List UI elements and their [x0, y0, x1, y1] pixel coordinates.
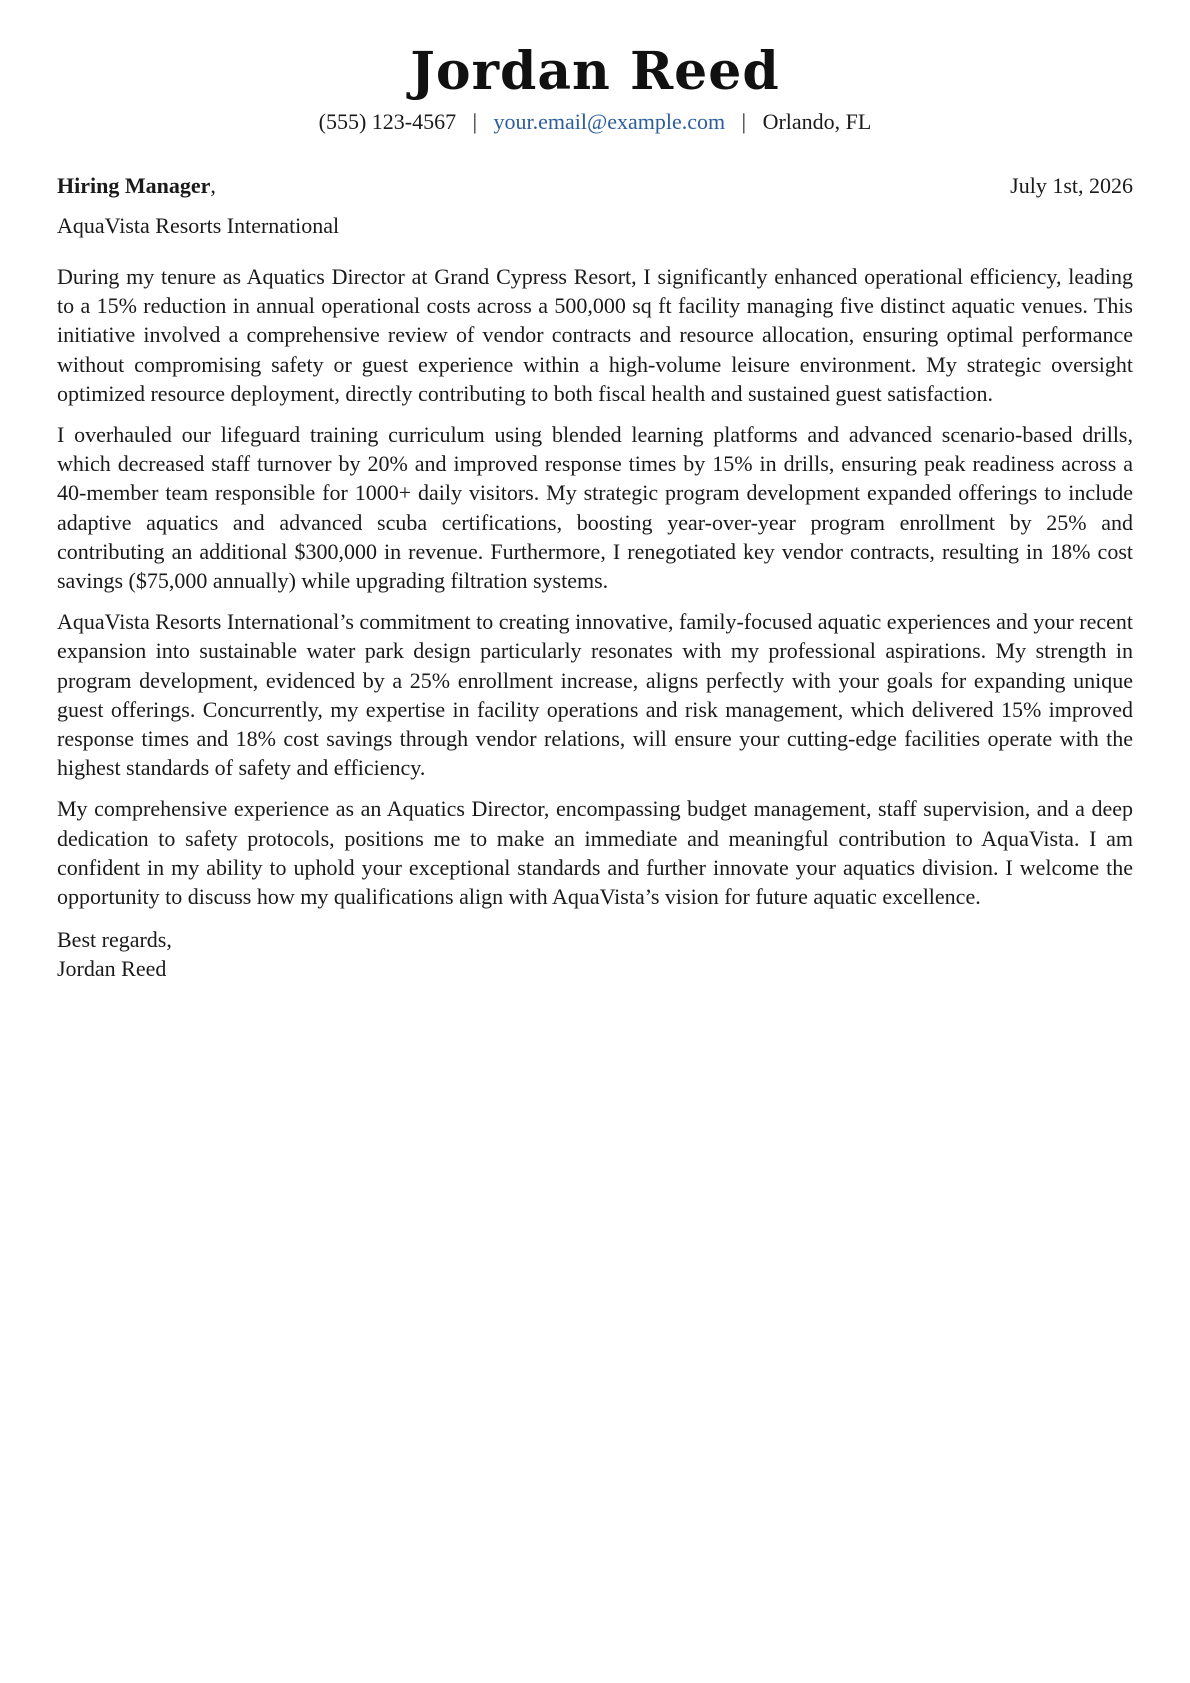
location: Orlando, FL — [762, 109, 872, 134]
cover-letter-page — [57, 40, 1133, 983]
email-link[interactable]: your.email@example.com — [493, 109, 726, 134]
recipient-name: Hiring Manager — [57, 173, 211, 198]
applicant-name: Jordan Reed — [410, 41, 780, 102]
letter-date: July 1st, 2026 — [1010, 173, 1133, 198]
valediction: Best regards, — [57, 927, 172, 953]
recipient-row — [57, 172, 1133, 200]
letter-body — [57, 262, 1133, 911]
body-paragraph: I overhauled our lifeguard training curriculum using blended learning platforms and advanced scenario-based drills, which decreased staff turnover by 20% and improved response times by 15% in drills, ensuring peak readiness across a 40-member team responsible for 1000+ daily visitors. My strategic program development expanded offerings to include adaptive aquatics and advanced scuba certifications, boosting year-over-year program enrollment by 25% and contributing an additional $300,000 in revenue. Furthermore, I renegotiated key vendor contracts, resulting in 18% cost savings ($75,000 annually) while upgrading filtration systems. — [57, 422, 1133, 594]
phone-number: (555) 123-4567 — [318, 109, 457, 134]
signature: Jordan Reed — [57, 956, 167, 982]
contact-line — [57, 108, 1133, 136]
contact-separator: | — [472, 109, 478, 134]
recipient-salutation — [57, 172, 216, 200]
body-paragraph: My comprehensive experience as an Aquatics Director, encompassing budget management, staff supervision, and a deep dedication to safety protocols, positions me to make an immediate and meaningful contribution to AquaVista. I am confident in my ability to uphold your exceptional standards and further innovate your aquatics division. I welcome the opportunity to discuss how my qualifications align with AquaVista’s vision for future aquatic excellence. — [57, 796, 1133, 910]
recipient-company: AquaVista Resorts International — [57, 213, 340, 238]
recipient-name-suffix: , — [210, 173, 216, 198]
body-paragraph: During my tenure as Aquatics Director at Grand Cypress Resort, I significantly enhanced operational efficiency, leading to a 15% reduction in annual operational costs across a 500,000 sq ft facility managing five distinct aquatic venues. This initiative involved a comprehensive review of vendor contracts and resource allocation, ensuring optimal performance without compromising safety or guest experience within a high-volume leisure environment. My strategic oversight optimized resource deployment, directly contributing to both fiscal health and sustained guest satisfaction. — [57, 264, 1133, 406]
letter-closing — [57, 925, 1133, 983]
contact-separator: | — [741, 109, 747, 134]
body-paragraph: AquaVista Resorts International’s commitment to creating innovative, family-focused aquatic experiences and your recent expansion into sustainable water park design particularly resonates with my professional aspirations. My strength in program development, evidenced by a 25% enrollment increase, aligns perfectly with your goals for expanding unique guest offerings. Concurrently, my expertise in facility operations and risk management, which delivered 15% improved response times and 18% cost savings through vendor relations, will ensure your cutting-edge facilities operate with the highest standards of safety and efficiency. — [57, 609, 1133, 781]
